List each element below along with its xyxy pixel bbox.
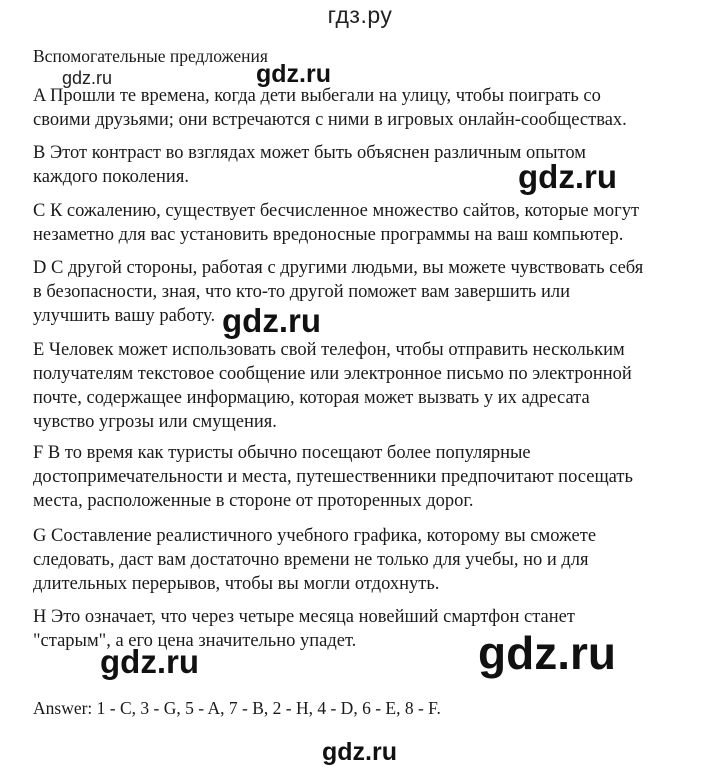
paragraph-line: "старым", а его цена значительно упадет. bbox=[33, 631, 357, 651]
paragraph-line: почте, содержащее информацию, которая может вызвать у их адресата bbox=[33, 388, 590, 408]
paragraph-line: места, расположенные в стороне от проторенных дорог. bbox=[33, 491, 474, 511]
paragraph-line: H Это означает, что через четыре месяца новейший смартфон станет bbox=[33, 607, 575, 627]
paragraph-line: получателям текстовое сообщение или электронное письмо по электронной bbox=[33, 364, 632, 384]
document-title: Вспомогательные предложения bbox=[33, 46, 268, 66]
watermark: gdz.ru bbox=[222, 302, 321, 339]
watermark: gdz.ru bbox=[518, 158, 617, 195]
paragraph-line: незаметно для вас установить вредоносные программы на ваш компьютер. bbox=[33, 225, 624, 245]
paragraph-line: длительных перерывов, чтобы вы могли отдохнуть. bbox=[33, 574, 440, 594]
paragraph-d bbox=[33, 256, 713, 328]
watermark-small: gdz.ru bbox=[62, 68, 113, 88]
paragraph-a bbox=[33, 84, 713, 132]
paragraph-line: улучшить вашу работу. bbox=[33, 306, 216, 326]
paragraph-line: D С другой стороны, работая с другими людьми, вы можете чувствовать себя bbox=[33, 258, 644, 278]
paragraph-line: следовать, даст вам достаточно времени не только для учебы, но и для bbox=[33, 550, 589, 570]
site-header: гдз.ру bbox=[327, 2, 393, 28]
paragraph-line: своими друзьями; они встречаются с ними в игровых онлайн-сообществах. bbox=[33, 110, 627, 130]
watermark: gdz.ru bbox=[256, 60, 331, 88]
paragraph-e bbox=[33, 338, 713, 434]
watermark: gdz.ru bbox=[322, 738, 397, 766]
paragraph-line: E Человек может использовать свой телефон, чтобы отправить нескольким bbox=[33, 340, 625, 360]
paragraph-line: каждого поколения. bbox=[33, 167, 189, 187]
paragraph-f bbox=[33, 441, 713, 513]
watermark: gdz.ru bbox=[478, 627, 616, 679]
paragraph-line: достопримечательности и места, путешественники предпочитают посещать bbox=[33, 467, 633, 487]
paragraph-c bbox=[33, 199, 713, 247]
paragraph-line: B Этот контраст во взглядах может быть объяснен различным опытом bbox=[33, 143, 587, 163]
paragraph-line: чувство угрозы или смущения. bbox=[33, 412, 277, 432]
paragraph-line: G Составление реалистичного учебного графика, которому вы сможете bbox=[33, 526, 597, 546]
paragraph-g bbox=[33, 524, 713, 596]
watermark: gdz.ru bbox=[100, 643, 199, 680]
answer-line: Answer: 1 - C, 3 - G, 5 - A, 7 - B, 2 - H, 4 - D, 6 - E, 8 - F. bbox=[33, 698, 441, 718]
paragraph-line: F В то время как туристы обычно посещают более популярные bbox=[33, 443, 531, 463]
paragraph-line: C К сожалению, существует бесчисленное множество сайтов, которые могут bbox=[33, 201, 640, 221]
paragraph-line: в безопасности, зная, что кто-то другой поможет вам завершить или bbox=[33, 282, 570, 302]
paragraph-line: A Прошли те времена, когда дети выбегали на улицу, чтобы поиграть со bbox=[33, 86, 601, 106]
